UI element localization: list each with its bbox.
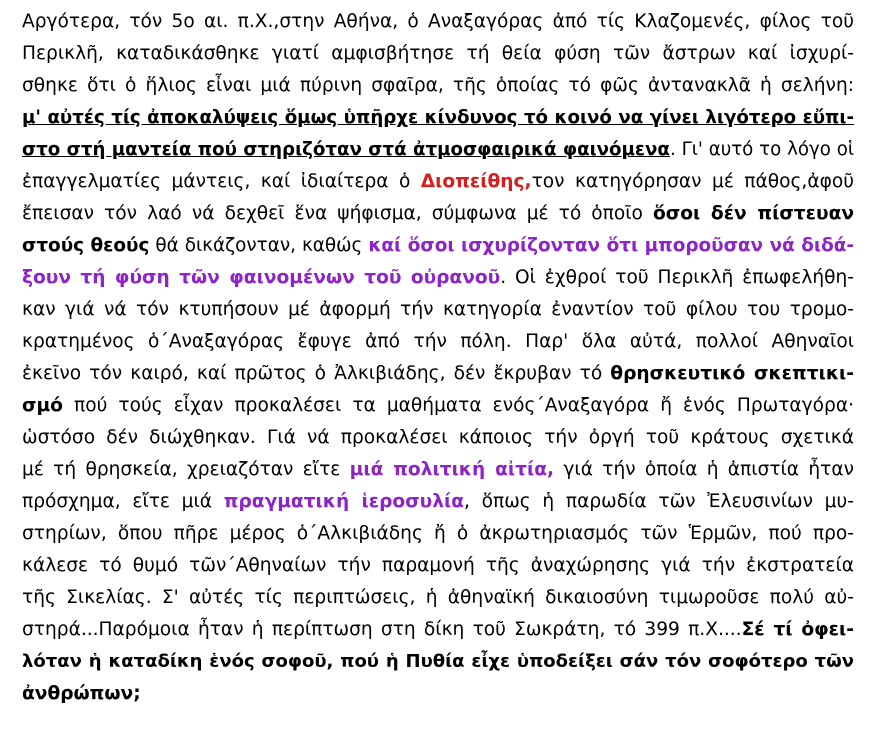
text-line-6: ἐπαγγελματίες μάντεις, καί ἰδιαίτερα ὁ Διοπείθης,τον κατηγόρησαν μέ πάθος,ἀφοῦ (22, 171, 854, 192)
text-line-4 (22, 102, 854, 134)
text-line-1: Αργότερα, τόν 5ο αι. π.Χ.,στην Αθήνα, ὁ Αναξαγόρας ἀπό τίς Κλαζομενές, φίλος τοῦ (22, 11, 854, 32)
text-line-15: μέ τή θρησκεία, χρειαζόταν εἴτε μιά πολιτική αἰτία, γιά τήν ὁποία ἡ ἀπιστία ἦταν (22, 459, 854, 480)
text-line-16: πρόσχημα, εἴτε μιά πραγματική ἱεροσυλία, ὅπως ἡ παρωδία τῶν Ἐλευσινίων μυ- (22, 491, 854, 512)
text-line-8: στούς θεούς θά δικάζονταν, καθώς καί ὅσοι ισχυρίζονταν ὅτι μποροῦσαν νά διδά- (22, 235, 854, 256)
text-line-10: καν γιά νά τόν κτυπήσουν μέ ἀφορμή τήν κατηγορία ἐναντίον τοῦ φίλου του τρομο- (22, 299, 854, 320)
highlight-purple: καί ὅσοι ισχυρίζονταν ὅτι μποροῦσαν νά διδά- (368, 235, 854, 256)
emphasis-bold: λόταν ἡ καταδίκη ἑνός σοφοῦ, πού ἡ Πυθία εἶχε ὑποδείξει σάν τόν σοφότερο τῶν (22, 651, 854, 672)
highlight-purple: μιά πολιτική αἰτία, (349, 459, 555, 480)
text-line-2: Περικλῆ, καταδικάσθηκε γιατί αμφισβήτησε τή θεία φύση τῶν ἄστρων καί ἰσχυρί- (22, 43, 854, 64)
text-line-20: στηρά...Παρόμοια ἦταν ἡ περίπτωση στη δίκη τοῦ Σωκράτη, τό 399 π.Χ....Σέ τί ὀφει- (22, 619, 854, 640)
text-line-14: ὡστόσο δέν διώχθηκαν. Γιά νά προκαλέσει κάποιος τήν ὀργή τοῦ κράτους σχετικά (22, 427, 854, 448)
emphasis-bold: θρησκευτικό σκεπτικι- (610, 363, 854, 384)
text-line-7: ἔπεισαν τόν λαό νά δεχθεῖ ἕνα ψήφισμα, σύμφωνα μέ τό ὁποῖο ὅσοι δέν πίστευαν (22, 203, 855, 224)
text-line-3: σθηκε ὅτι ὁ ἥλιος εἶναι μιά πύρινη σφαῖρα, τῆς ὁποίας τό φῶς ἀντανακλᾶ ἡ σελήνη: (22, 75, 854, 96)
emphasis-bold: στούς θεούς (22, 235, 150, 256)
highlight-purple: ξουν τή φύση τῶν φαινομένων τοῦ οὐρανοῦ (22, 267, 501, 288)
emphasis-bold: Σέ τί ὀφει- (741, 619, 854, 640)
text-line-19: τῆς Σικελίας. Σ' αὐτές τίς περιπτώσεις, ἡ ἀθηναϊκή δικαιοσύνη τιμωροῦσε πολύ αὐ- (22, 587, 854, 608)
text-line-17: στηρίων, ὅπου πῆρε μέρος ὁ΄Αλκιβιάδης ἤ ὁ ἀκρωτηριασμός τῶν Ἑρμῶν, πού προ- (22, 523, 854, 544)
emphasis-bold: ἀνθρώπων; (22, 683, 141, 704)
emphasis-bold: σμό (22, 395, 63, 416)
text-line-12: ἐκεῖνο τόν καιρό, καί πρῶτος ὁ Ἀλκιβιάδης, δέν ἔκρυβαν τό θρησκευτικό σκεπτικι- (22, 363, 854, 384)
highlight-red: Διοπείθης, (420, 171, 532, 192)
text-line-11: κρατημένος ὁ΄Αναξαγόρας ἔφυγε ἀπό τήν πόλη. Παρ' ὅλα αὐτά, πολλοί Αθηναῖοι (22, 331, 854, 352)
emphasis-bold: ὅσοι δέν πίστευαν (653, 203, 855, 224)
text-line-5: στο στή μαντεία πού στηριζόταν στά ἀτμοσφαιρικά φαινόμενα. Γι' αυτό το λόγο οἱ (22, 139, 854, 160)
text-line-18: κάλεσε τό θυμό τῶν΄Αθηναίων τήν παραμονή τῆς ἀναχώρησης γιά τήν ἐκστρατεία (22, 555, 854, 576)
text-line-9: ξουν τή φύση τῶν φαινομένων τοῦ οὐρανοῦ. Οἱ ἐχθροί τοῦ Περικλῆ ἐπωφελήθη- (22, 267, 854, 288)
text-line-21 (22, 646, 854, 678)
highlight-purple: πραγματική ἱεροσυλία (223, 491, 465, 512)
text-line-13: σμό πού τούς εἶχαν προκαλέσει τα μαθήματα ενός΄Αναξαγόρα ἤ ἑνός Πρωταγόρα· (22, 395, 854, 416)
emphasis-underlined: στο στή μαντεία πού στηριζόταν στά ἀτμοσφαιρικά φαινόμενα (22, 139, 670, 160)
emphasis-underlined: μ' αὐτές τίς ἀποκαλύψεις ὅμως ὑπῆρχε κίνδυνος τό κοινό να γίνει λιγότερο εὔπι- (22, 107, 854, 128)
text-line-22 (22, 678, 854, 710)
